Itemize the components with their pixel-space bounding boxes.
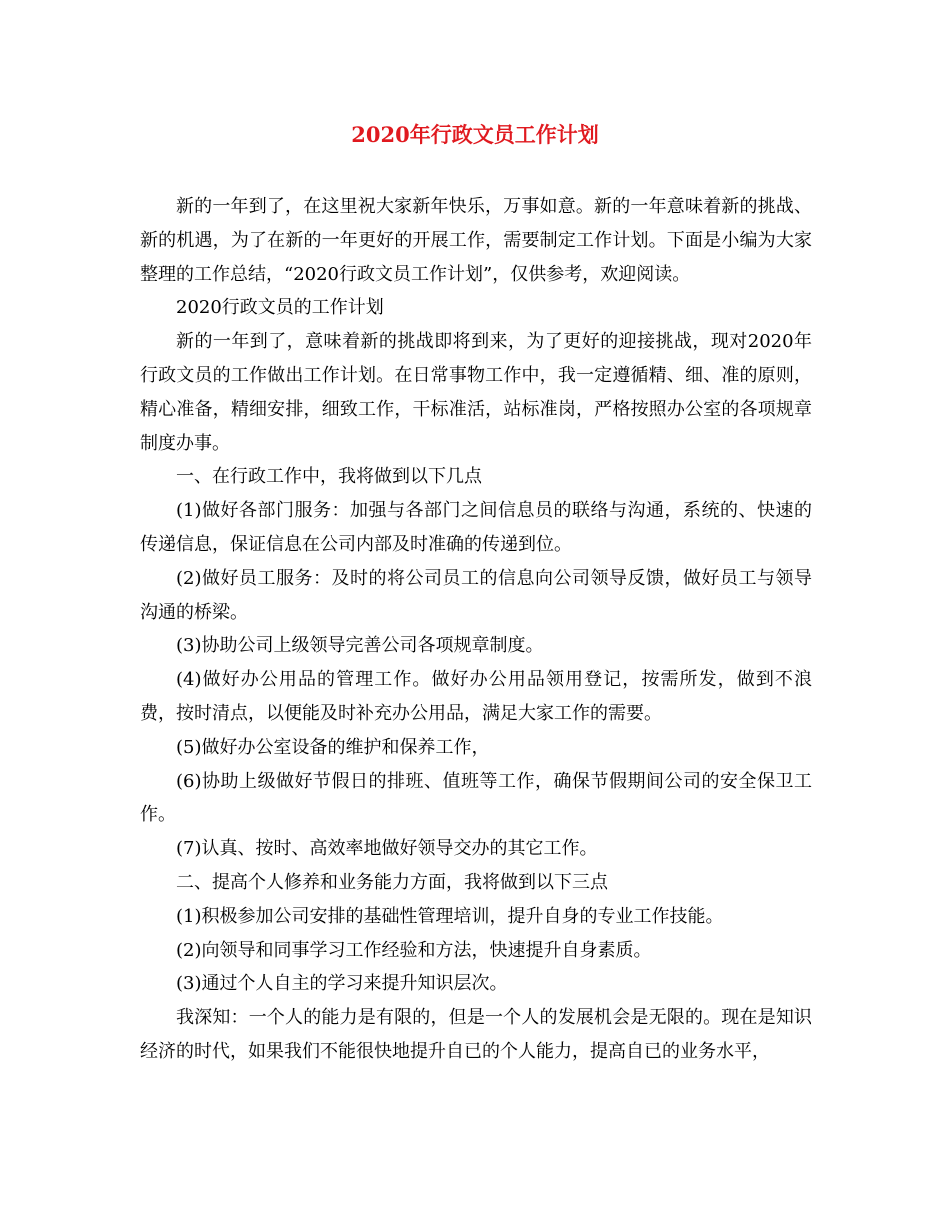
- paragraph-conclusion: 我深知：一个人的能力是有限的，但是一个人的发展机会是无限的。现在是知识经济的时代，如果我们不能很快地提升自已的个人能力，提高自已的业务水平，: [140, 1007, 812, 1062]
- list-item-admin-3: (3)协助公司上级领导完善公司各项规章制度。: [176, 635, 544, 657]
- list-item-admin-6: (6)协助上级做好节假日的排班、值班等工作，确保节假期间公司的安全保卫工作。: [140, 770, 812, 826]
- document-body: [140, 190, 812, 1069]
- paragraph-intro: 新的一年到了，在这里祝大家新年快乐，万事如意。新的一年意味着新的挑战、新的机遇，为了在新的一年更好的开展工作，需要制定工作计划。下面是小编为大家整理的工作总结，“2020行政文员工作计划”，仅供参考，欢迎阅读。: [140, 196, 812, 285]
- section-heading-admin: 一、在行政工作中，我将做到以下几点: [176, 466, 482, 488]
- document-title: 2020年行政文员工作计划: [351, 122, 599, 147]
- list-item-admin-7: (7)认真、按时、高效率地做好领导交办的其它工作。: [176, 838, 598, 860]
- list-item-admin-2: (2)做好员工服务：及时的将公司员工的信息向公司领导反馈，做好员工与领导沟通的桥梁。: [140, 567, 812, 623]
- list-item-personal-3: (3)通过个人自主的学习来提升知识层次。: [176, 973, 508, 995]
- paragraph-subtitle: 2020行政文员的工作计划: [176, 297, 384, 319]
- list-item-personal-2: (2)向领导和同事学习工作经验和方法，快速提升自身素质。: [176, 939, 652, 961]
- list-item-admin-1: (1)做好各部门服务：加强与各部门之间信息员的联络与沟通，系统的、快速的传递信息，保证信息在公司内部及时准确的传递到位。: [140, 500, 812, 555]
- paragraph-overview: 新的一年到了，意味着新的挑战即将到来，为了更好的迎接挑战，现对2020年行政文员的工作做出工作计划。在日常事物工作中，我一定遵循精、细、准的原则，精心准备，精细安排，细致工作，干标准活，站标准岗，严格按照办公室的各项规章制度办事。: [140, 331, 812, 454]
- section-heading-personal: 二、提高个人修养和业务能力方面，我将做到以下三点: [176, 871, 608, 893]
- list-item-personal-1: (1)积极参加公司安排的基础性管理培训，提升自身的专业工作技能。: [176, 905, 724, 927]
- list-item-admin-5: (5)做好办公室设备的维护和保养工作，: [176, 736, 490, 758]
- list-item-admin-4: (4)做好办公用品的管理工作。做好办公用品领用登记，按需所发，做到不浪费，按时清点，以便能及时补充办公用品，满足大家工作的需要。: [140, 669, 812, 724]
